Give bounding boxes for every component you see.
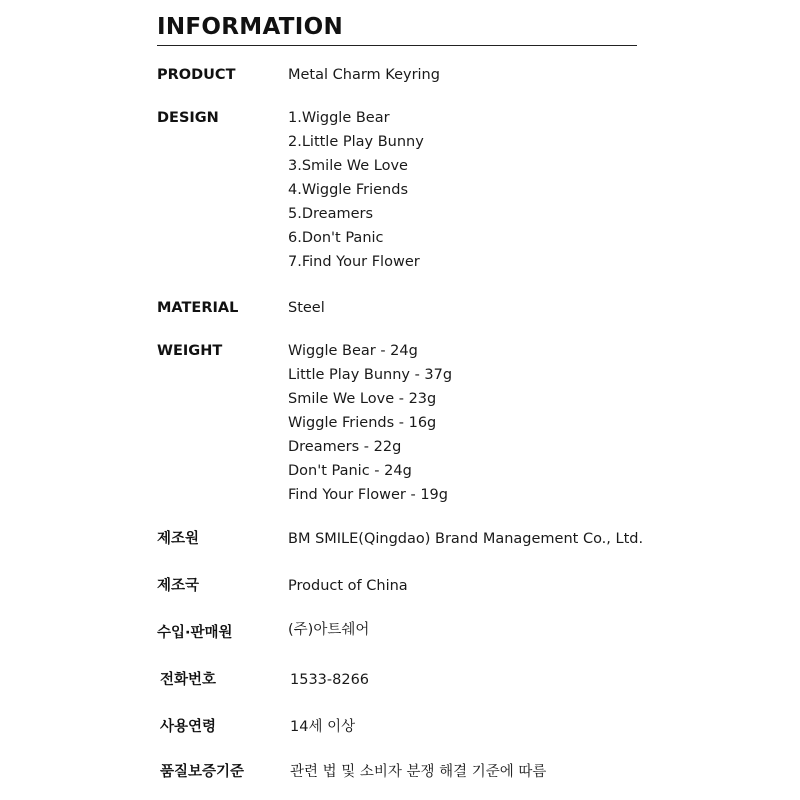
weight-list <box>288 339 452 507</box>
design-item: 4.Wiggle Friends <box>288 182 408 198</box>
weight-item: Dreamers - 22g <box>288 439 402 455</box>
weight-item: Don't Panic - 24g <box>288 463 412 479</box>
country-label: 제조국 <box>157 578 200 594</box>
phone-value: 1533-8266 <box>290 672 370 688</box>
design-item: 6.Don't Panic <box>288 230 384 246</box>
design-item: 1.Wiggle Bear <box>288 110 390 126</box>
phone-label: 전화번호 <box>160 672 217 688</box>
title-divider <box>157 45 637 46</box>
design-label: DESIGN <box>157 110 219 126</box>
product-value: Metal Charm Keyring <box>288 67 440 83</box>
product-label: PRODUCT <box>157 67 236 83</box>
design-list <box>288 106 424 274</box>
warranty-label: 품질보증기준 <box>160 764 245 780</box>
design-item: 2.Little Play Bunny <box>288 134 424 150</box>
manufacturer-label: 제조원 <box>157 531 200 547</box>
importer-value: (주)아트쉐어 <box>288 622 370 638</box>
weight-item: Little Play Bunny - 37g <box>288 367 453 383</box>
weight-label: WEIGHT <box>157 343 223 359</box>
weight-item: Find Your Flower - 19g <box>288 487 448 503</box>
design-item: 7.Find Your Flower <box>288 254 420 270</box>
importer-label: 수입·판매원 <box>157 625 233 641</box>
age-label: 사용연령 <box>160 719 217 735</box>
material-value: Steel <box>288 300 325 316</box>
country-value: Product of China <box>288 578 408 594</box>
weight-item: Smile We Love - 23g <box>288 391 437 407</box>
warranty-value: 관련 법 및 소비자 분쟁 해결 기준에 따름 <box>290 764 547 780</box>
manufacturer-value: BM SMILE(Qingdao) Brand Management Co., Ltd. <box>288 531 644 547</box>
age-value: 14세 이상 <box>290 719 356 735</box>
design-item: 5.Dreamers <box>288 206 374 222</box>
weight-item: Wiggle Bear - 24g <box>288 343 418 359</box>
design-item: 3.Smile We Love <box>288 158 408 174</box>
page-title: INFORMATION <box>157 14 344 40</box>
weight-item: Wiggle Friends - 16g <box>288 415 437 431</box>
material-label: MATERIAL <box>157 300 239 316</box>
